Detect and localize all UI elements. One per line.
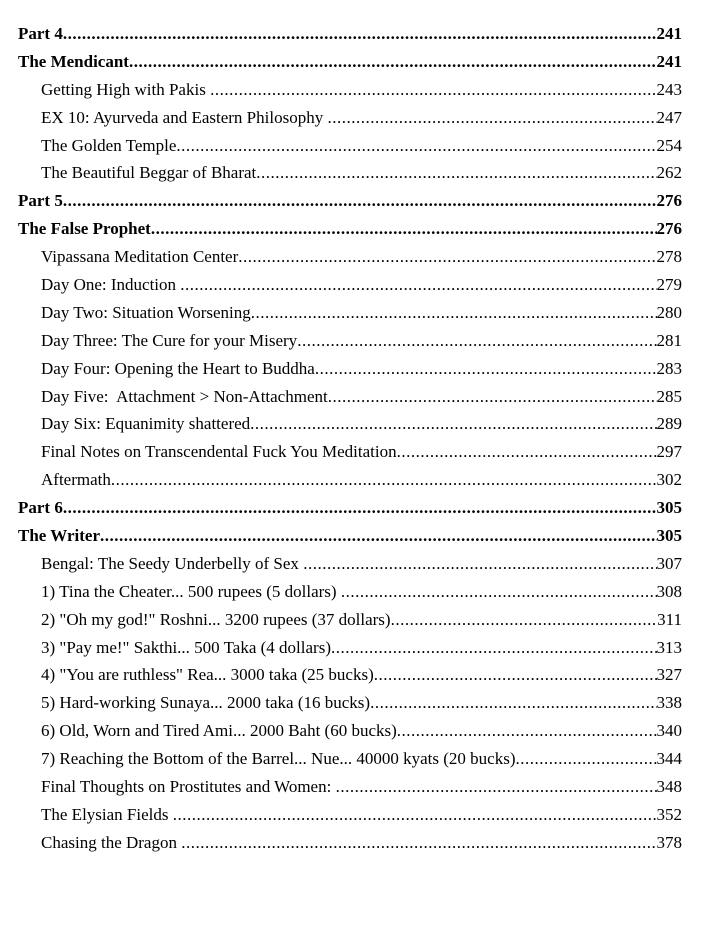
toc-entry-page-number: 276 — [656, 191, 682, 211]
toc-entry-sub[interactable] — [18, 299, 682, 327]
dot-leader — [397, 717, 657, 745]
toc-entry-title: 5) Hard-working Sunaya... 2000 taka (16 bucks) — [41, 693, 371, 713]
dot-leader — [256, 159, 656, 187]
toc-entry-title: Day Five: Attachment > Non-Attachment — [41, 386, 328, 406]
toc-entry-page-number: 307 — [656, 553, 682, 573]
dot-leader — [331, 634, 657, 662]
toc-entry-title: 4) "You are ruthless" Rea... 3000 taka (25 bucks) — [41, 665, 374, 685]
toc-entry-page-number: 285 — [656, 386, 682, 406]
toc-entry-title: Day Three: The Cure for your Misery — [41, 330, 298, 350]
toc-entry-sub[interactable] — [18, 745, 682, 773]
toc-entry-title: 3) "Pay me!" Sakthi... 500 Taka (4 dollars) — [41, 637, 331, 657]
toc-entry-sub[interactable] — [18, 550, 682, 578]
toc-entry-page-number: 283 — [656, 358, 682, 378]
toc-entry-chapter[interactable] — [18, 522, 682, 550]
toc-entry-sub[interactable] — [18, 243, 682, 271]
toc-entry-part[interactable] — [18, 187, 682, 215]
toc-entry-page-number: 247 — [656, 107, 682, 127]
toc-entry-sub[interactable] — [18, 634, 682, 662]
toc-entry-page-number: 241 — [656, 51, 682, 71]
toc-entry-title: The Mendicant — [18, 51, 129, 71]
dot-leader — [210, 76, 656, 104]
toc-entry-sub[interactable] — [18, 327, 682, 355]
toc-entry-sub[interactable] — [18, 383, 682, 411]
toc-entry-page-number: 241 — [656, 24, 682, 43]
dot-leader — [251, 299, 657, 327]
toc-entry-title: 6) Old, Worn and Tired Ami... 2000 Baht (60 bucks) — [41, 721, 397, 741]
toc-entry-page-number: 340 — [656, 721, 682, 741]
toc-entry-title: Final Notes on Transcendental Fuck You Meditation — [41, 442, 397, 462]
toc-entry-page-number: 344 — [656, 749, 682, 769]
toc-entry-chapter[interactable] — [18, 215, 682, 243]
toc-entry-page-number: 243 — [656, 79, 682, 99]
dot-leader — [374, 661, 657, 689]
toc-entry-sub[interactable] — [18, 689, 682, 717]
toc-entry-page-number: 348 — [656, 777, 682, 797]
dot-leader — [111, 466, 657, 494]
toc-entry-sub[interactable] — [18, 578, 682, 606]
dot-leader — [129, 48, 657, 76]
toc-entry-part[interactable] — [18, 494, 682, 522]
toc-entry-sub[interactable] — [18, 466, 682, 494]
toc-entry-page-number: 313 — [656, 637, 682, 657]
dot-leader — [327, 104, 656, 132]
toc-entry-sub[interactable] — [18, 661, 682, 689]
toc-entry-sub[interactable] — [18, 606, 682, 634]
toc-entry-page-number: 311 — [657, 609, 682, 629]
dot-leader — [180, 271, 656, 299]
toc-entry-page-number: 305 — [656, 526, 682, 546]
dot-leader — [341, 578, 657, 606]
dot-leader — [250, 410, 656, 438]
dot-leader — [63, 494, 657, 522]
toc-entry-title: The Beautiful Beggar of Bharat — [41, 163, 257, 183]
toc-entry-title: The Golden Temple — [41, 135, 177, 155]
dot-leader — [336, 773, 657, 801]
toc-entry-sub[interactable] — [18, 829, 682, 857]
toc-entry-page-number: 281 — [656, 330, 682, 350]
toc-entry-title: The Elysian Fields — [41, 804, 173, 824]
toc-entry-title: 2) "Oh my god!" Roshni... 3200 rupees (37 dollars) — [41, 609, 391, 629]
toc-entry-title: Getting High with Pakis — [41, 79, 211, 99]
toc-entry-title: The Writer — [18, 526, 100, 546]
toc-entry-page-number: 302 — [656, 470, 682, 490]
toc-entry-sub[interactable] — [18, 271, 682, 299]
toc-entry-chapter[interactable] — [18, 48, 682, 76]
dot-leader — [151, 215, 657, 243]
dot-leader — [515, 745, 656, 773]
dot-leader — [297, 327, 656, 355]
toc-entry-title: Day Four: Opening the Heart to Buddha — [41, 358, 315, 378]
dot-leader — [173, 801, 657, 829]
toc-entry-title: Day Two: Situation Worsening — [41, 302, 251, 322]
dot-leader — [100, 522, 657, 550]
toc-entry-title: Aftermath — [41, 470, 111, 490]
dot-leader — [303, 550, 656, 578]
dot-leader — [370, 689, 656, 717]
toc-entry-page-number: 297 — [656, 442, 682, 462]
toc-entry-part[interactable] — [18, 20, 682, 48]
toc-entry-sub[interactable] — [18, 801, 682, 829]
dot-leader — [63, 20, 657, 48]
dot-leader — [181, 829, 656, 857]
toc-entry-sub[interactable] — [18, 104, 682, 132]
toc-entry-title: Day Six: Equanimity shattered — [41, 414, 251, 434]
toc-entry-sub[interactable] — [18, 132, 682, 160]
toc-entry-page-number: 262 — [656, 163, 682, 183]
dot-leader — [328, 383, 657, 411]
toc-entry-title: Day One: Induction — [41, 275, 181, 295]
toc-entry-title: Part 4 — [18, 24, 63, 43]
dot-leader — [397, 438, 657, 466]
toc-entry-sub[interactable] — [18, 355, 682, 383]
toc-entry-sub[interactable] — [18, 717, 682, 745]
toc-entry-page-number: 279 — [656, 275, 682, 295]
toc-entry-page-number: 276 — [656, 219, 682, 239]
toc-entry-page-number: 378 — [656, 832, 682, 852]
toc-entry-page-number: 352 — [656, 804, 682, 824]
toc-entry-page-number: 338 — [656, 693, 682, 713]
toc-entry-title: Final Thoughts on Prostitutes and Women: — [41, 777, 336, 797]
dot-leader — [391, 606, 658, 634]
toc-entry-title: Part 5 — [18, 191, 63, 211]
dot-leader — [315, 355, 657, 383]
toc-entry-page-number: 305 — [656, 498, 682, 518]
toc-entry-page-number: 289 — [656, 414, 682, 434]
toc-entry-title: 1) Tina the Cheater... 500 rupees (5 dollars) — [41, 581, 341, 601]
dot-leader — [176, 132, 656, 160]
toc-entry-title: Vipassana Meditation Center — [41, 247, 239, 267]
toc-entry-sub[interactable] — [18, 159, 682, 187]
toc-entry-page-number: 308 — [656, 581, 682, 601]
toc-entry-sub[interactable] — [18, 410, 682, 438]
toc-entry-sub[interactable] — [18, 438, 682, 466]
dot-leader — [238, 243, 656, 271]
toc-entry-title: Part 6 — [18, 498, 63, 518]
dot-leader — [63, 187, 657, 215]
toc-entry-page-number: 327 — [656, 665, 682, 685]
toc-entry-title: 7) Reaching the Bottom of the Barrel... Nue... 40000 kyats (20 bucks) — [41, 749, 516, 769]
toc-entry-page-number: 280 — [656, 302, 682, 322]
toc-entry-title: Bengal: The Seedy Underbelly of Sex — [41, 553, 304, 573]
toc-entry-title: EX 10: Ayurveda and Eastern Philosophy — [41, 107, 328, 127]
toc-entry-title: The False Prophet — [18, 219, 151, 239]
toc-entry-sub[interactable] — [18, 76, 682, 104]
toc-entry-title: Chasing the Dragon — [41, 832, 182, 852]
table-of-contents — [18, 20, 682, 857]
toc-entry-page-number: 278 — [656, 247, 682, 267]
toc-entry-sub[interactable] — [18, 773, 682, 801]
toc-entry-page-number: 254 — [656, 135, 682, 155]
